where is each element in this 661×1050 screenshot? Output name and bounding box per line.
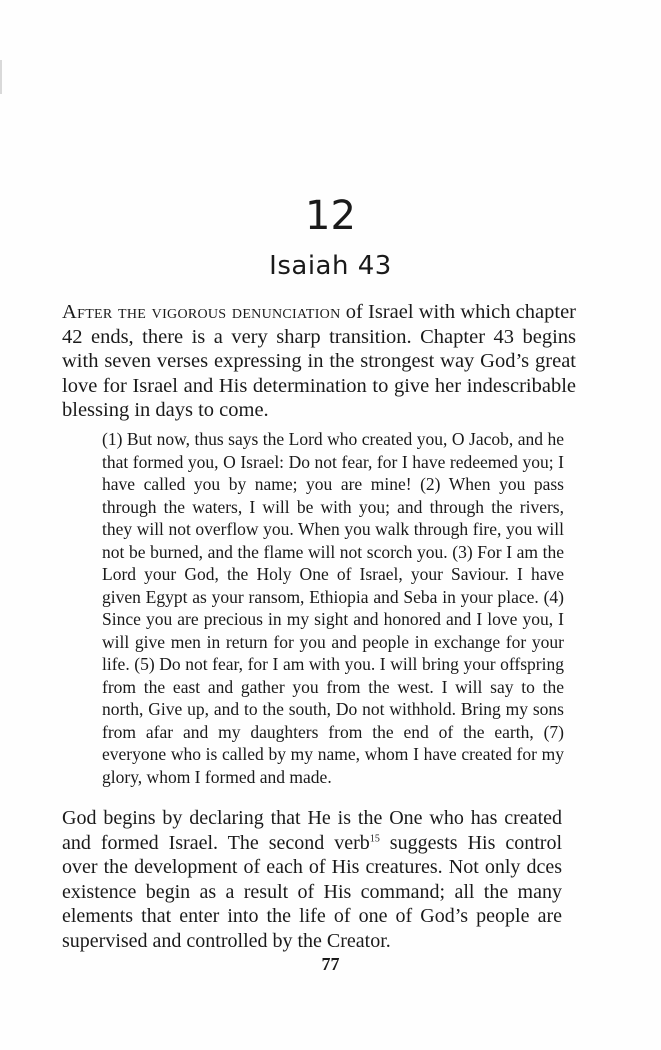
intro-lead-in: After the vigorous denunciation — [62, 301, 341, 323]
scripture-quotation: (1) But now, thus says the Lord who created you, O Jacob, and he that formed you, O Israel: Do not fear, for I have redeemed you; I have called you by name; you are mine! (2) When you pass through the waters, I will be with you; and through the rivers, they will not overflow you. When you walk through fire, you will not be burned, and the flame will not scorch you. (3) For I am the Lord your God, the Holy One of Israel, your Saviour. I have given Egypt as your ransom, Ethiopia and Seba in your place. (4) Since you are precious in my sight and honored and I love you, I will give men in return for you and people in exchange for your life. (5) Do not fear, for I am with you. I will bring your offspring from the east and gather you from the west. I will say to the north, Give up, and to the south, Do not withhold. Bring my sons from afar and my daughters from the end of the earth, (7) everyone who is called by my name, whom I have created for my glory, whom I formed and made. — [102, 429, 564, 787]
intro-text: of Israel with which chapter 42 ends, there is a very sharp transition. Chapter 43 begins with seven verses expressing in the strongest way God’s great love for Israel and His determination to give her indescribable blessing in days to come. — [62, 301, 576, 421]
commentary-text-start: God begins by declaring that He is the One who has created and formed Israel. The second verb — [62, 807, 562, 854]
intro-paragraph — [62, 300, 576, 423]
commentary-paragraph — [62, 806, 562, 953]
chapter-title: Isaiah 43 — [269, 251, 392, 281]
commentary-text-end: suggests His control over the development of each of His creatures. Not only dces existence begin as a result of His command; all the many elements that enter into the life of one of God’s people are supervised and controlled by the Creator. — [62, 831, 562, 952]
chapter-number: 12 — [305, 193, 356, 239]
page-edge-mark — [0, 60, 2, 94]
page-number: 77 — [321, 954, 340, 974]
footnote-reference[interactable]: 15 — [369, 832, 380, 844]
